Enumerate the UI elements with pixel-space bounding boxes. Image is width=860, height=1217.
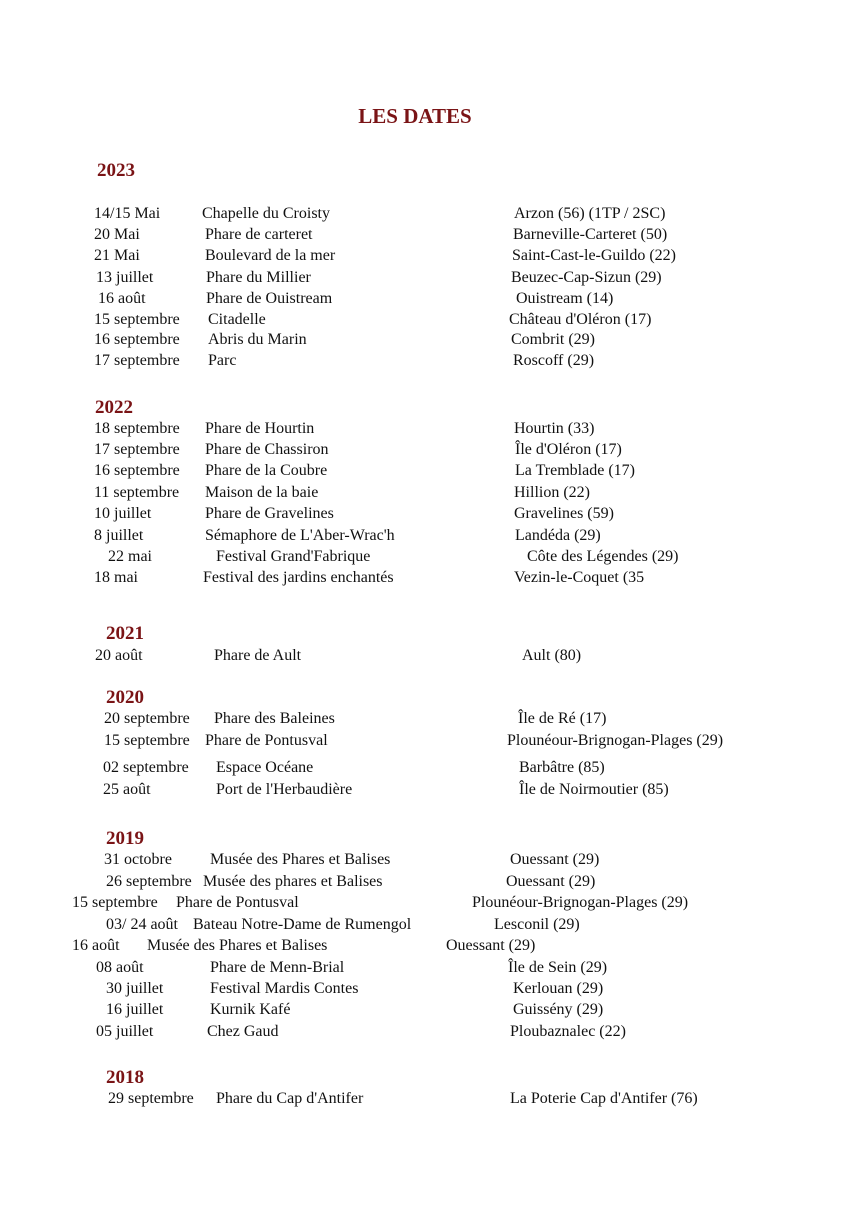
event-date: 15 septembre <box>72 894 158 911</box>
event-place: Kerlouan (29) <box>513 980 604 997</box>
event-place: Île de Sein (29) <box>508 959 608 976</box>
event-date: 26 septembre <box>106 873 192 890</box>
event-row <box>0 959 860 980</box>
event-date: 14/15 Mai <box>94 205 161 222</box>
event-row <box>0 1001 860 1022</box>
event-venue: Abris du Marin <box>208 331 307 348</box>
event-date: 15 septembre <box>94 311 180 328</box>
event-place: Côte des Légendes (29) <box>527 548 679 565</box>
event-place: Île de Noirmoutier (85) <box>519 781 669 798</box>
year-heading-2022: 2022 <box>95 397 133 418</box>
event-venue: Phare de Ault <box>214 647 302 664</box>
event-place: Ouessant (29) <box>446 937 536 954</box>
event-venue: Phare de Hourtin <box>205 420 315 437</box>
event-venue: Bateau Notre-Dame de Rumengol <box>193 916 412 933</box>
event-date: 17 septembre <box>94 441 180 458</box>
event-row <box>0 484 860 505</box>
event-place: Gravelines (59) <box>514 505 614 522</box>
event-row <box>0 647 860 668</box>
event-row <box>0 851 860 872</box>
event-row <box>0 710 860 731</box>
event-venue: Phare de Pontusval <box>176 894 299 911</box>
event-venue: Sémaphore de L'Aber-Wrac'h <box>205 527 395 544</box>
event-venue: Phare de carteret <box>205 226 313 243</box>
event-row <box>0 916 860 937</box>
event-place: Plounéour-Brignogan-Plages (29) <box>472 894 689 911</box>
event-venue: Phare de Ouistream <box>206 290 333 307</box>
year-heading-2020: 2020 <box>106 687 144 708</box>
event-row <box>0 420 860 441</box>
event-venue: Phare de la Coubre <box>205 462 328 479</box>
event-place: Arzon (56) (1TP / 2SC) <box>514 205 666 222</box>
event-venue: Musée des Phares et Balises <box>147 937 328 954</box>
event-row <box>0 569 860 590</box>
event-place: Combrit (29) <box>511 331 595 348</box>
event-place: Château d'Oléron (17) <box>509 311 652 328</box>
event-place: Beuzec-Cap-Sizun (29) <box>511 269 662 286</box>
page-title: LES DATES <box>358 104 472 128</box>
event-venue: Espace Océane <box>216 759 314 776</box>
event-date: 18 mai <box>94 569 138 586</box>
event-venue: Boulevard de la mer <box>205 247 336 264</box>
event-row <box>0 352 860 373</box>
event-row <box>0 781 860 802</box>
event-row <box>0 548 860 569</box>
event-place: Ploubaznalec (22) <box>510 1023 626 1040</box>
event-venue: Festival des jardins enchantés <box>203 569 394 586</box>
year-heading-2018: 2018 <box>106 1067 144 1088</box>
event-venue: Festival Mardis Contes <box>210 980 359 997</box>
event-date: 05 juillet <box>96 1023 154 1040</box>
event-date: 16 août <box>98 290 146 307</box>
event-venue: Festival Grand'Fabrique <box>216 548 371 565</box>
event-venue: Phare de Chassiron <box>205 441 329 458</box>
event-row <box>0 205 860 226</box>
event-place: La Poterie Cap d'Antifer (76) <box>510 1090 698 1107</box>
event-venue: Phare du Cap d'Antifer <box>216 1090 364 1107</box>
event-venue: Kurnik Kafé <box>210 1001 291 1018</box>
event-date: 15 septembre <box>104 732 190 749</box>
event-venue: Parc <box>208 352 237 369</box>
event-date: 03/ 24 août <box>106 916 178 933</box>
event-row <box>0 1090 860 1111</box>
event-date: 16 août <box>72 937 120 954</box>
event-venue: Musée des phares et Balises <box>203 873 383 890</box>
event-row <box>0 247 860 268</box>
event-row <box>0 269 860 290</box>
year-heading-2021: 2021 <box>106 623 144 644</box>
year-heading-2019: 2019 <box>106 828 144 849</box>
event-date: 16 septembre <box>94 462 180 479</box>
event-place: Île d'Oléron (17) <box>515 441 622 458</box>
event-date: 10 juillet <box>94 505 152 522</box>
event-row <box>0 527 860 548</box>
event-row <box>0 441 860 462</box>
event-date: 22 mai <box>108 548 152 565</box>
event-place: Île de Ré (17) <box>518 710 607 727</box>
event-place: Hourtin (33) <box>514 420 595 437</box>
event-date: 11 septembre <box>94 484 180 501</box>
event-place: Landéda (29) <box>515 527 601 544</box>
event-venue: Chapelle du Croisty <box>202 205 330 222</box>
event-date: 16 juillet <box>106 1001 164 1018</box>
event-place: Ouessant (29) <box>506 873 596 890</box>
event-row <box>0 759 860 780</box>
event-row <box>0 505 860 526</box>
event-date: 08 août <box>96 959 144 976</box>
event-place: Ault (80) <box>522 647 582 664</box>
event-date: 13 juillet <box>96 269 154 286</box>
event-row <box>0 290 860 311</box>
event-date: 8 juillet <box>94 527 144 544</box>
event-place: Guissény (29) <box>513 1001 604 1018</box>
event-row <box>0 462 860 483</box>
event-row <box>0 980 860 1001</box>
event-place: Ouessant (29) <box>510 851 600 868</box>
event-venue: Chez Gaud <box>207 1023 279 1040</box>
event-row <box>0 226 860 247</box>
event-venue: Musée des Phares et Balises <box>210 851 391 868</box>
event-row <box>0 894 860 915</box>
event-date: 31 octobre <box>104 851 172 868</box>
event-place: Barneville-Carteret (50) <box>513 226 668 243</box>
event-row <box>0 331 860 352</box>
event-date: 20 septembre <box>104 710 190 727</box>
event-row <box>0 937 860 958</box>
event-date: 21 Mai <box>94 247 140 264</box>
event-row <box>0 732 860 753</box>
event-place: Barbâtre (85) <box>519 759 605 776</box>
event-date: 16 septembre <box>94 331 180 348</box>
event-row <box>0 873 860 894</box>
event-date: 20 Mai <box>94 226 140 243</box>
year-heading-2023: 2023 <box>97 160 135 181</box>
event-date: 17 septembre <box>94 352 180 369</box>
event-venue: Citadelle <box>208 311 266 328</box>
event-place: Vezin-le-Coquet (35 <box>514 569 645 586</box>
event-row <box>0 1023 860 1044</box>
event-date: 02 septembre <box>103 759 189 776</box>
event-row <box>0 311 860 332</box>
event-venue: Phare de Pontusval <box>205 732 328 749</box>
event-date: 29 septembre <box>108 1090 194 1107</box>
event-venue: Phare du Millier <box>206 269 311 286</box>
event-place: Hillion (22) <box>514 484 590 501</box>
event-place: Roscoff (29) <box>513 352 595 369</box>
event-venue: Maison de la baie <box>205 484 319 501</box>
event-venue: Phare de Gravelines <box>205 505 334 522</box>
event-place: Lesconil (29) <box>494 916 580 933</box>
event-place: La Tremblade (17) <box>515 462 635 479</box>
event-venue: Phare des Baleines <box>214 710 335 727</box>
event-place: Ouistream (14) <box>516 290 614 307</box>
event-venue: Phare de Menn-Brial <box>210 959 345 976</box>
event-venue: Port de l'Herbaudière <box>216 781 353 798</box>
event-place: Plounéour-Brignogan-Plages (29) <box>507 732 724 749</box>
event-date: 30 juillet <box>106 980 164 997</box>
event-date: 18 septembre <box>94 420 180 437</box>
event-date: 25 août <box>103 781 151 798</box>
event-place: Saint-Cast-le-Guildo (22) <box>512 247 676 264</box>
event-date: 20 août <box>95 647 143 664</box>
